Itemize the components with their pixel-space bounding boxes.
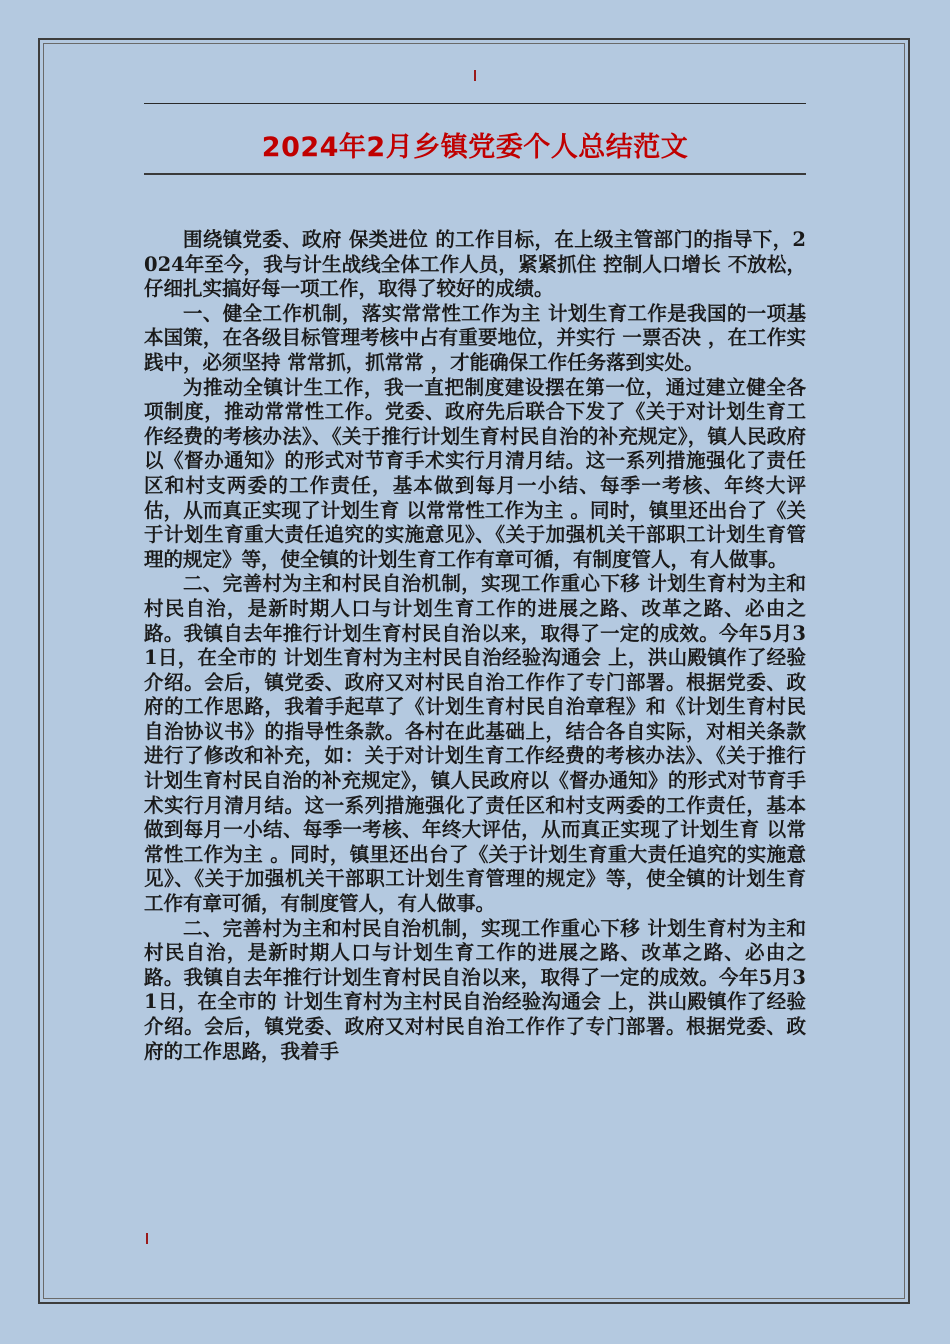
document-body (144, 228, 806, 1064)
paragraph: 二、完善村为主和村民自治机制，实现工作重心下移 计划生育村为主和村民自治，是新时期人口与计划生育工作的进展之路、改革之路、必由之路。我镇自去年推行计划生育村民自治以来，取得了一定的成效。今年5月31日，在全市的 计划生育村为主村民自治经验沟通会 上，洪山殿镇作了经验介绍。会后，镇党委、政府又对村民自治工作作了专门部署。根据党委、政府的工作思路，我着手起草了《计划生育村民自治章程》和《计划生育村民自治协议书》的指导性条款。各村在此基础上，结合各自实际，对相关条款进行了修改和补充，如：关于对计划生育工作经费的考核办法》、《关于推行计划生育村民自治的补充规定》，镇人民政府以《督办通知》的形式对节育手术实行月清月结。这一系列措施强化了责任区和村支两委的工作责任，基本做到每月一小结、每季一考核、年终大评估，从而真正实现了计划生育 以常常性工作为主 。同时，镇里还出台了《关于计划生育重大责任追究的实施意见》、《关于加强机关干部职工计划生育管理的规定》等，使全镇的计划生育工作有章可循，有制度管人，有人做事。 (144, 572, 806, 916)
title-rule (144, 173, 806, 175)
paragraph: 为推动全镇计生工作，我一直把制度建设摆在第一位，通过建立健全各项制度，推动常常性工作。党委、政府先后联合下发了《关于对计划生育工作经费的考核办法》、《关于推行计划生育村民自治的补充规定》，镇人民政府以《督办通知》的形式对节育手术实行月清月结。这一系列措施强化了责任区和村支两委的工作责任，基本做到每月一小结、每季一考核、年终大评估，从而真正实现了计划生育 以常常性工作为主 。同时，镇里还出台了《关于计划生育重大责任追究的实施意见》、《关于加强机关干部职工计划生育管理的规定》等，使全镇的计划生育工作有章可循，有制度管人，有人做事。 (144, 375, 807, 571)
header-rule (144, 103, 806, 104)
bottom-margin-marker (146, 1233, 148, 1244)
top-margin-marker (474, 70, 476, 81)
paragraph: 围绕镇党委、政府 保类进位 的工作目标，在上级主管部门的指导下，2024年至今，我与计生战线全体工作人员，紧紧抓住 控制人口增长 不放松，仔细扎实搞好每一项工作，取得了较好的成绩。 (144, 228, 806, 301)
document-title: 2024年2月乡镇党委个人总结范文 (261, 132, 689, 163)
paragraph: 二、完善村为主和村民自治机制，实现工作重心下移 计划生育村为主和村民自治，是新时期人口与计划生育工作的进展之路、改革之路、必由之路。我镇自去年推行计划生育村民自治以来，取得了一定的成效。今年5月31日，在全市的 计划生育村为主村民自治经验沟通会 上，洪山殿镇作了经验介绍。会后，镇党委、政府又对村民自治工作作了专门部署。根据党委、政府的工作思路，我着手 (144, 916, 806, 1063)
paragraph: 一、健全工作机制，落实常常性工作为主 计划生育工作是我国的一项基本国策，在各级目标管理考核中占有重要地位，并实行 一票否决 ，在工作实践中，必须坚持 常常抓，抓常常 ，才能确保工作任务落到实处。 (144, 301, 807, 374)
